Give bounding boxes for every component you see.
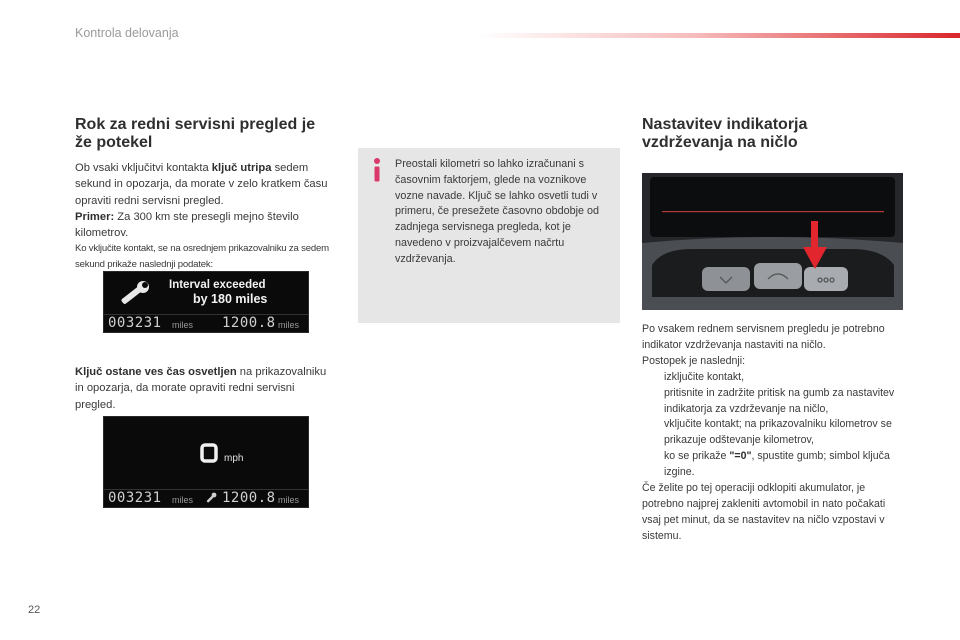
text: Ob vsaki vključitvi kontakta (75, 162, 212, 174)
odometer-trip: 1200.8 (222, 490, 276, 506)
odometer-unit: miles (278, 495, 300, 505)
text: Za 300 km ste presegli mejno število kilometrov. (75, 210, 299, 240)
heading-line: Nastavitev indikatorja (642, 116, 808, 133)
info-note-text: Preostali kilometri so lahko izračunani s časovnim faktorjem, glede na voznikove vozne navade. Ključ se lahko osvetli tudi v primeru, če presežete časovno obdobje od zadnjega servisnega pregleda, kot je navedeno v proizvajalčevem načrtu vzdrževanja. (395, 158, 600, 265)
list-item (642, 417, 904, 449)
dashboard-illustration (642, 173, 903, 310)
bullet-icon (642, 386, 664, 418)
paragraph-key-flashes (75, 160, 345, 209)
paragraph-procedure: Postopek je naslednji: (642, 354, 746, 367)
instrument-display-speed (103, 416, 309, 508)
section-heading-reset-indicator (642, 116, 912, 152)
dashboard-reset-button-photo (642, 173, 903, 310)
info-icon (370, 157, 384, 183)
display-line: by 180 miles (193, 292, 268, 306)
paragraph-example (75, 209, 345, 242)
display-odometer-row (104, 314, 308, 332)
speed-digit-icon (200, 443, 218, 463)
list-item (642, 449, 904, 481)
list-item-text: pritisnite in zadržite pritisk na gumb za nastavitev indikatorja za vzdrževanje na ničlo, (664, 386, 895, 415)
bold-text: Primer: (75, 210, 115, 223)
text: , spustite gumb; simbol ključa izgine. (664, 450, 890, 479)
section-heading-service-overdue (75, 116, 345, 152)
bullet-icon (642, 370, 664, 386)
list-item-text: izključite kontakt, (664, 370, 745, 383)
paragraph-key-lit (75, 364, 337, 413)
speed-unit: mph (224, 453, 244, 464)
right-column (642, 116, 912, 160)
list-item (642, 370, 904, 386)
bold-text: ključ utripa (211, 162, 272, 174)
header-accent-bar (480, 33, 960, 38)
display-message (169, 278, 267, 306)
odometer-total: 003231 (108, 315, 162, 331)
display-line: Interval exceeded (169, 279, 266, 291)
odometer-total: 003231 (108, 490, 162, 506)
odometer-unit: miles (278, 320, 300, 330)
wrench-icon (116, 280, 152, 308)
text: ko se prikaže (664, 450, 730, 463)
text: sedem sekund in opozarja, da morate v zelo kratkem času opraviti redni servisni pregled. (75, 162, 328, 207)
left-column (75, 116, 345, 273)
odometer-trip: 1200.8 (222, 315, 276, 331)
bold-text: Ključ ostane ves čas osvetljen (75, 366, 237, 378)
list-item (642, 386, 904, 418)
text: na prikazovalniku in opozarja, da morate opraviti redni servisni pregled. (75, 366, 327, 411)
list-item-text: vključite kontakt; na prikazovalniku kilometrov se prikazuje odštevanje kilometrov, (664, 418, 892, 447)
page-number: 22 (28, 604, 41, 616)
wrench-icon (205, 492, 217, 504)
heading-line: že potekel (75, 134, 153, 151)
display-odometer-row (104, 489, 308, 507)
paragraph-reset-intro: Po vsakem rednem servisnem pregledu je potrebno indikator vzdrževanja nastaviti na ničlo. (642, 323, 885, 351)
left-column-lower (75, 364, 337, 413)
bold-text: "=0" (729, 450, 752, 463)
paragraph-battery-note: Če želite po tej operaciji odklopiti akumulator, je potrebno najprej zakleniti avtomobil in nato počakati vsaj pet minut, da se nastavitev na ničlo vzpostavi v sistemu. (642, 482, 886, 542)
info-note-box (358, 148, 620, 323)
odometer-unit: miles (172, 320, 194, 330)
instrument-display-interval-exceeded (103, 271, 309, 333)
page-header-title: Kontrola delovanja (75, 26, 179, 40)
right-column-text (642, 322, 904, 545)
bullet-icon (642, 417, 664, 449)
heading-line: vzdrževanja na ničlo (642, 134, 798, 151)
heading-line: Rok za redni servisni pregled je (75, 116, 316, 133)
list-item-text (664, 449, 904, 481)
paragraph-display-info: Ko vključite kontakt, se na osrednjem prikazovalniku za sedem sekund prikaže naslednji podatek: (75, 243, 329, 271)
bullet-icon (642, 449, 664, 481)
odometer-unit: miles (172, 495, 194, 505)
